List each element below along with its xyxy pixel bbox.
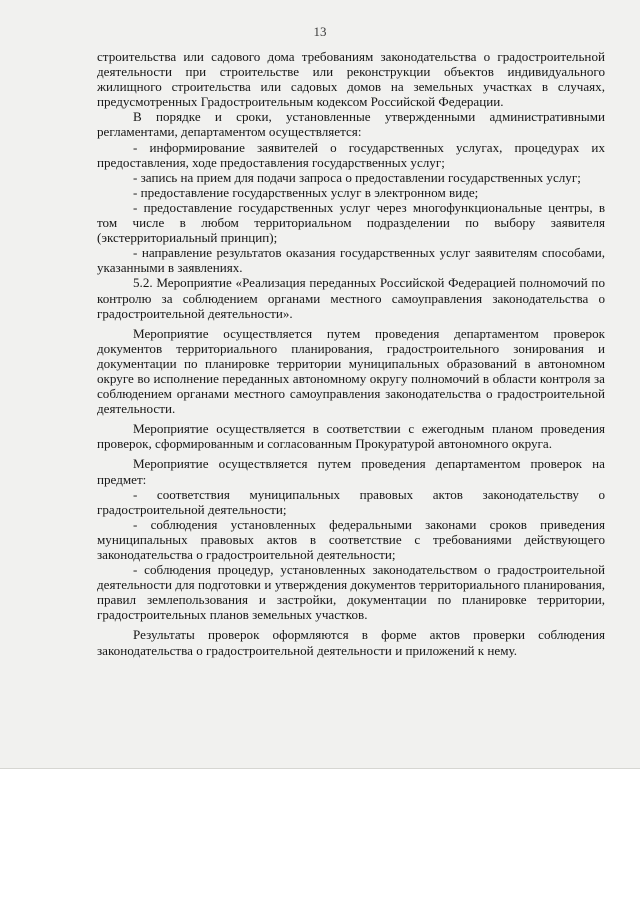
list-item-mfc: - предоставление государственных услуг через многофункциональные центры, в том числе в любом территориальном подразделении по выбору заявителя (экстерриториальный принцип); [97, 199, 605, 246]
list-item-results-delivery: - направление результатов оказания государственных услуг заявителям способами, указанными в заявлениях. [97, 245, 605, 276]
list-item-appointment: - запись на прием для подачи запроса о предоставлении государственных услуг; [133, 169, 581, 185]
paragraph-continuation: строительства или садового дома требованиям законодательства о градостроительной деятельности при строительстве или реконструкции объектов индивидуального жилищного строительства или садовых домов на земельных участках в случаях, предусмотренных Градостроительным кодексом Российской Федерации. [97, 49, 605, 110]
page-number: 13 [313, 24, 327, 39]
paragraph-inspection-results: Результаты проверок оформляются в форме актов проверки соблюдения законодательства о градостроительной деятельности и приложений к нему. [97, 627, 605, 658]
paragraph-regulations-intro: В порядке и сроки, установленные утвержденными административными регламентами, департаментом осуществляется: [97, 109, 605, 140]
list-item-electronic: - предоставление государственных услуг в электронном виде; [133, 184, 479, 200]
list-item-informing: - информирование заявителей о государственных услугах, процедурах их предоставления, ходе предоставления государственных услуг; [97, 139, 605, 170]
paragraph-annual-plan: Мероприятие осуществляется в соответствии с ежегодным планом проведения проверок, сформированным и согласованным Прокуратурой автономного округа. [97, 421, 605, 452]
list-item-procedures: - соблюдения процедур, установленных законодательством о градостроительной деятельности для подготовки и утверждения документов территориального планирования, правил землепользования и застройки, документации по планировке территории, градостроительных планов земельных участков. [97, 562, 605, 623]
section-heading-5-2: 5.2. Мероприятие «Реализация переданных Российской Федерацией полномочий по контролю за соблюдением органами местного самоуправления законодательства о градостроительной деятельности». [97, 275, 605, 321]
paragraph-inspections: Мероприятие осуществляется путем проведения департаментом проверок документов территориального планирования, градостроительного зонирования и документации по планировке территории муниципальных образований в автономном округе во исполнение переданных автономному округу полномочий в области контроля за соблюдением органами местного самоуправления законодательства о градостроительной деятельности. [97, 325, 605, 417]
list-item-compliance: - соответствия муниципальных правовых актов законодательству о градостроительной деятельности; [97, 486, 605, 517]
paragraph-inspection-subject: Мероприятие осуществляется путем проведения департаментом проверок на предмет: [97, 456, 605, 487]
document-body [97, 49, 605, 658]
list-item-deadlines: - соблюдения установленных федеральными законами сроков приведения муниципальных правовых актов в соответствие с требованиями действующего законодательства о градостроительной деятельности; [97, 516, 605, 562]
